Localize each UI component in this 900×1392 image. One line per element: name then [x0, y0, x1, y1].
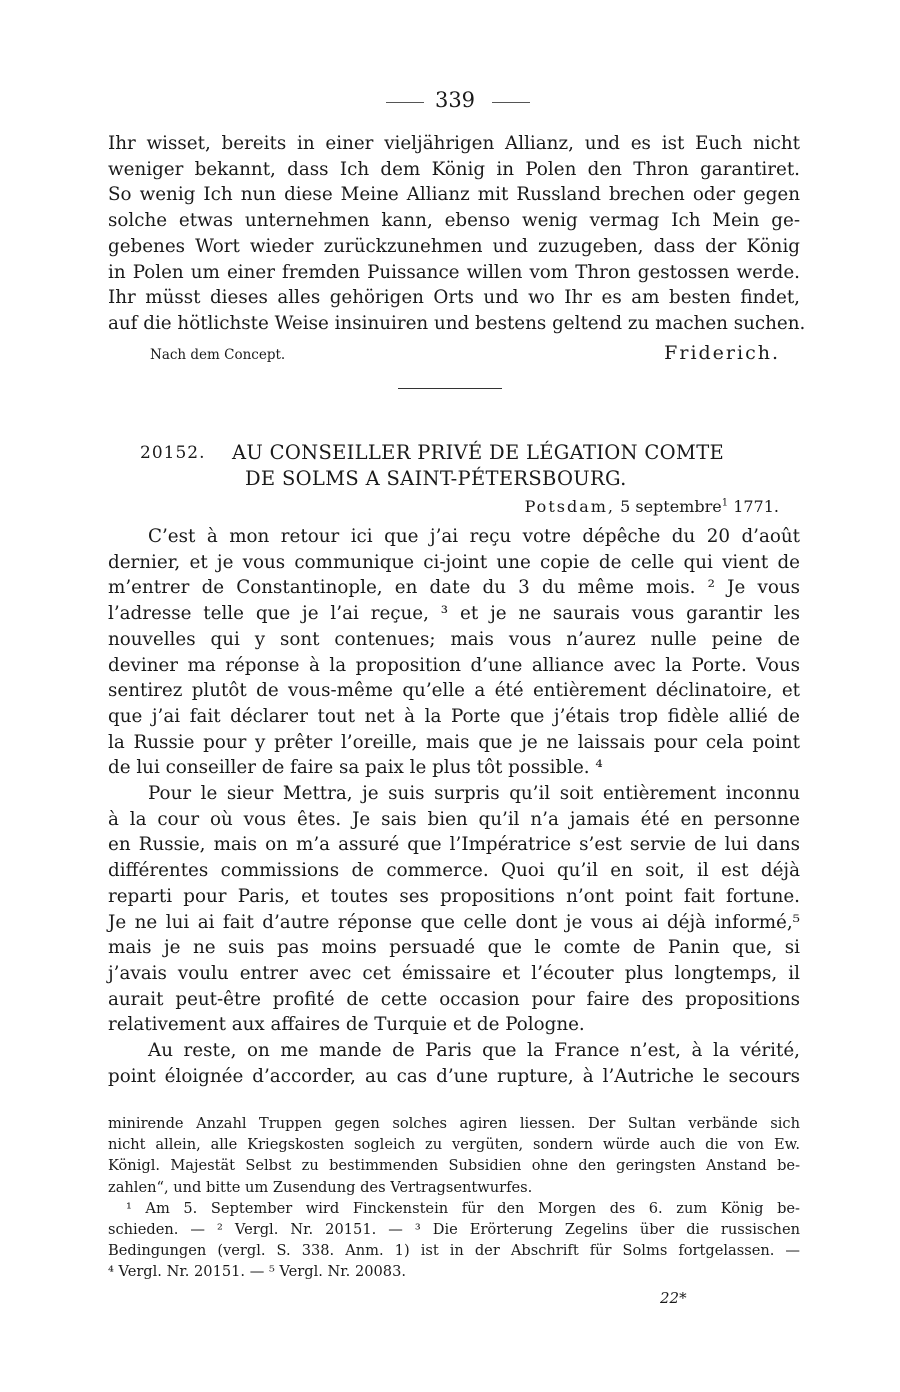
page-number: 339 — [434, 88, 476, 112]
text-line: Ihr wisset, bereits in einer vieljährigen Allianz, und es ist Euch nicht — [108, 133, 800, 154]
signature: Friderich. — [664, 342, 780, 364]
text-line: nouvelles qui y sont contenues; mais vous n’aurez nulle peine de — [108, 628, 800, 650]
intro-paragraph — [108, 131, 806, 337]
text-line: à la cour où vous êtes. Je sais bien qu’il n’a jamais été en personne — [108, 808, 800, 830]
text-line: différentes commissions de commerce. Quoi qu’il en soit, il est déjà — [108, 860, 800, 882]
text-line: So wenig Ich nun diese Meine Allianz mit Russland brechen oder gegen — [108, 184, 800, 206]
text-line: m’entrer de Constantinople, en date du 3 du même mois. ² Je vous — [108, 577, 800, 599]
footnote-line: Bedingungen (vergl. S. 338. Anm. 1) ist in der Abschrift für Solms fortgelassen. — — [108, 1242, 800, 1260]
date-text: 5 septembre — [620, 497, 722, 516]
text-line: auf die hötlichste Weise insinuiren und bestens geltend zu machen suchen. — [108, 312, 806, 334]
header-rule-left — [386, 102, 424, 103]
text-line: mais je ne suis pas moins persuadé que le comte de Panin que, si — [108, 937, 800, 959]
text-line: aurait peut-être profité de cette occasion pour faire des propositions — [108, 988, 800, 1010]
text-line: C’est à mon retour ici que j’ai reçu votre dépêche du 20 d’août — [148, 526, 800, 547]
text-line: la Russie pour y prêter l’oreille, mais que je ne laissais pour cela point — [108, 731, 800, 753]
footnote-line: ⁴ Vergl. Nr. 20151. — ⁵ Vergl. Nr. 20083. — [108, 1263, 407, 1281]
text-line: dernier, et je vous communique ci-joint une copie de celle qui vient de — [108, 551, 800, 573]
text-line: en Russie, mais on m’a assuré que l’Impératrice s’est servie de lui dans — [108, 834, 800, 856]
footnote-line: minirende Anzahl Truppen gegen solches agiren liessen. Der Sultan verbände sich — [108, 1115, 800, 1132]
text-line: deviner ma réponse à la proposition d’une alliance avec la Porte. Vous — [108, 654, 800, 676]
text-line: point éloignée d’accorder, au cas d’une rupture, à l’Autriche le secours — [108, 1065, 800, 1087]
text-line: l’adresse telle que je l’ai reçue, ³ et je ne saurais vous garantir les — [108, 603, 800, 625]
dateline — [525, 497, 779, 516]
text-line: in Polen um einer fremden Puissance willen vom Thron gestossen werde. — [108, 261, 800, 283]
date-year: 1771. — [733, 497, 779, 516]
text-line: sentirez plutôt de vous-même qu’elle a été entièrement déclinatoire, et — [108, 680, 800, 702]
text-line: que j’ai fait déclarer tout net à la Porte que j’étais trop fidèle allié de — [108, 705, 800, 727]
footnote-line: zahlen“, und bitte um Zusendung des Vertragsentwurfes. — [108, 1178, 533, 1196]
signature-mark: 22* — [660, 1289, 687, 1307]
footnote-line: Königl. Majestät Selbst zu bestimmenden Subsidien ohne den geringsten Anstand be- — [108, 1157, 800, 1175]
text-line: j’avais voulu entrer avec cet émissaire et l’écouter plus longtemps, il — [108, 962, 800, 984]
letter-title-line-2: DE SOLMS A SAINT-PÉTERSBOURG. — [245, 467, 627, 490]
text-line: gebenes Wort wieder zurückzunehmen und zuzugeben, dass der König — [108, 235, 800, 257]
text-line: reparti pour Paris, et toutes ses propositions n’ont point fait fortune. — [108, 885, 800, 907]
letter-body — [108, 524, 800, 1089]
letter-title-line-1: AU CONSEILLER PRIVÉ DE LÉGATION COMTE — [232, 441, 725, 464]
source-note: Nach dem Concept. — [150, 347, 286, 363]
text-line: solche etwas unternehmen kann, ebenso wenig vermag Ich Mein ge- — [108, 210, 800, 232]
footnotes — [108, 1113, 800, 1283]
closing — [150, 342, 780, 368]
header-rule-right — [492, 102, 530, 103]
text-line: weniger bekannt, dass Ich dem König in Polen den Thron garantiret. — [108, 158, 800, 180]
text-line: Je ne lui ai fait d’autre réponse que celle dont je vous ai déjà informé,⁵ — [108, 911, 800, 933]
date-place: Potsdam, — [524, 497, 615, 516]
date-footnote-ref: 1 — [721, 497, 729, 509]
section-divider — [398, 388, 502, 389]
footnote-line: nicht allein, alle Kriegskosten sogleich zu vergüten, sondern würde auch die von Ew. — [108, 1136, 800, 1154]
page-header — [0, 88, 900, 118]
text-line: Pour le sieur Mettra, je suis surpris qu’il soit entièrement inconnu — [148, 783, 800, 805]
letter-number: 20152. — [140, 443, 206, 463]
text-line: de lui conseiller de faire sa paix le plus tôt possible. ⁴ — [108, 757, 603, 779]
text-line: Ihr müsst dieses alles gehörigen Orts und wo Ihr es am besten findet, — [108, 287, 800, 309]
footnote-line: ¹ Am 5. September wird Finckenstein für den Morgen des 6. zum König be- — [126, 1199, 800, 1217]
text-line: relativement aux affaires de Turquie et de Pologne. — [108, 1014, 585, 1036]
footnote-line: schieden. — ² Vergl. Nr. 20151. — ³ Die Erörterung Zegelins über die russischen — [108, 1221, 800, 1239]
text-line: Au reste, on me mande de Paris que la France n’est, à la vérité, — [148, 1040, 800, 1062]
